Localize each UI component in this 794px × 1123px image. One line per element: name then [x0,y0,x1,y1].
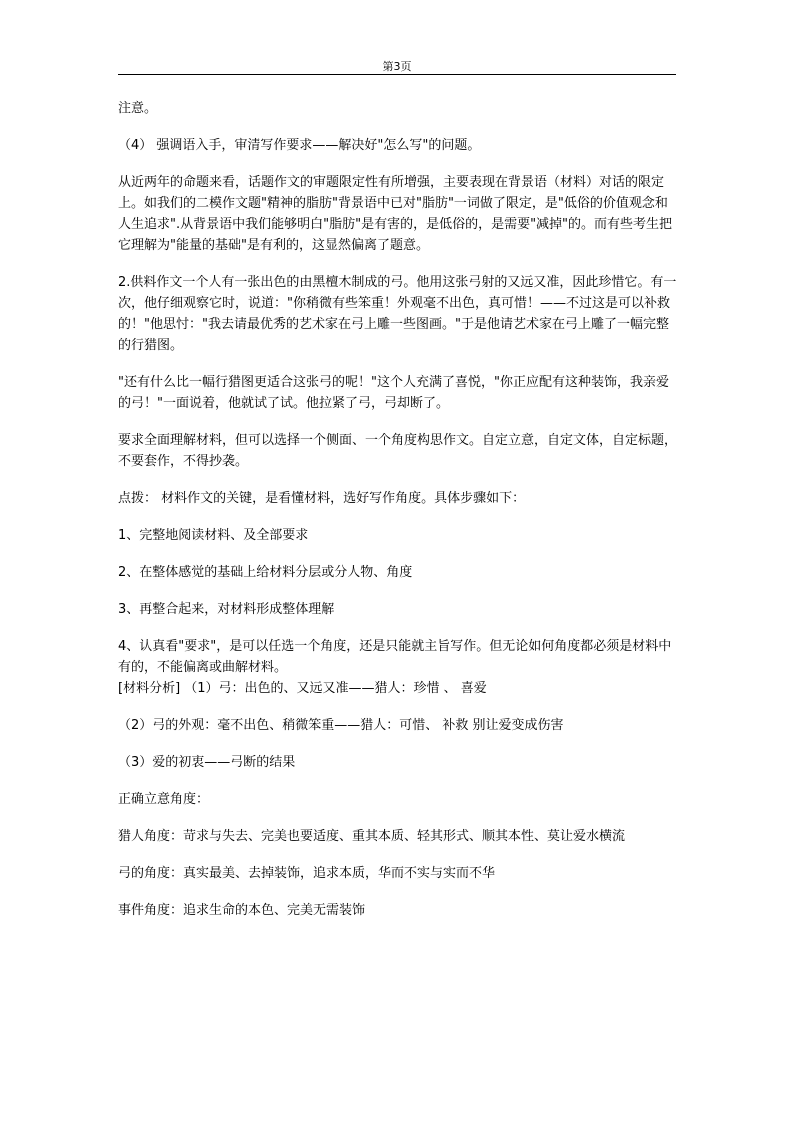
list-item-step-3: 3、再整合起来，对材料形成整体理解 [118,602,335,617]
document-body [118,98,678,921]
paragraph-hunter-angle: 猎人角度：苛求与失去、完美也要适度、重其本质、轻其形式、顺其本性、莫让爱水横流 [118,829,626,844]
paragraph-material-analysis-3: （3）爱的初衷——弓断的结果 [118,755,296,770]
paragraph-bow-angle: 弓的角度：真实最美、去掉装饰，追求本质，华而不实与实而不华 [118,866,496,881]
paragraph-theme-heading: 正确立意角度： [118,792,210,807]
paragraph-material-analysis-1: [材料分析] （1）弓：出色的、又远又准——猎人：珍惜 、 喜爱 [118,681,487,696]
list-item-step-1: 1、完整地阅读材料、及全部要求 [118,528,309,543]
header-divider [118,74,676,75]
list-item-step-2: 2、在整体感觉的基础上给材料分层或分人物、角度 [118,565,413,580]
paragraph-material-prompt: 2.供料作文一个人有一张出色的由黑檀木制成的弓。他用这张弓射的又远又准，因此珍惜它。有一次，他仔细观察它时，说道："你稍微有些笨重！外观毫不出色，真可惜！——不过这是可以补救的！"他思忖："我去请最优秀的艺术家在弓上雕一些图画。"于是他请艺术家在弓上雕了一幅完整的行猎图。 [118,275,677,353]
page-number-header: 第3页 [382,60,412,73]
paragraph-story-ending: "还有什么比一幅行猎图更适合这张弓的呢！"这个人充满了喜悦，"你正应配有这种装饰，我亲爱的弓！"一面说着，他就试了试。他拉紧了弓，弓却断了。 [118,375,669,411]
paragraph-note: 注意。 [118,101,158,116]
paragraph-topic-analysis: 从近两年的命题来看，话题作文的审题限定性有所增强，主要表现在背景语（材料）对话的限定上。如我们的二模作文题"精神的脂肪"背景语中已对"脂肪"一词做了限定，是"低俗的价值观念和人生追求".从背景语中我们能够明白"脂肪"是有害的，是低俗的，是需要"减掉"的。而有些考生把它理解为"能量的基础"是有利的，这显然偏离了题意。 [118,175,673,253]
paragraph-step-4: （4） 强调语入手，审清写作要求——解决好"怎么写"的问题。 [118,138,481,153]
paragraph-event-angle: 事件角度：追求生命的本色、完美无需装饰 [118,903,366,918]
list-item-step-4: 4、认真看"要求"，是可以任选一个角度，还是只能就主旨写作。但无论如何角度都必须是材料中有的，不能偏离或曲解材料。 [118,639,672,675]
paragraph-guidance: 点拨： 材料作文的关键，是看懂材料，选好写作角度。具体步骤如下： [118,491,526,506]
paragraph-requirements: 要求全面理解材料，但可以选择一个侧面、一个角度构思作文。自定立意，自定文体，自定标题，不要套作，不得抄袭。 [118,433,678,469]
paragraph-material-analysis-2: （2）弓的外观：毫不出色、稍微笨重——猎人：可惜、 补救 别让爱变成伤害 [118,718,564,733]
